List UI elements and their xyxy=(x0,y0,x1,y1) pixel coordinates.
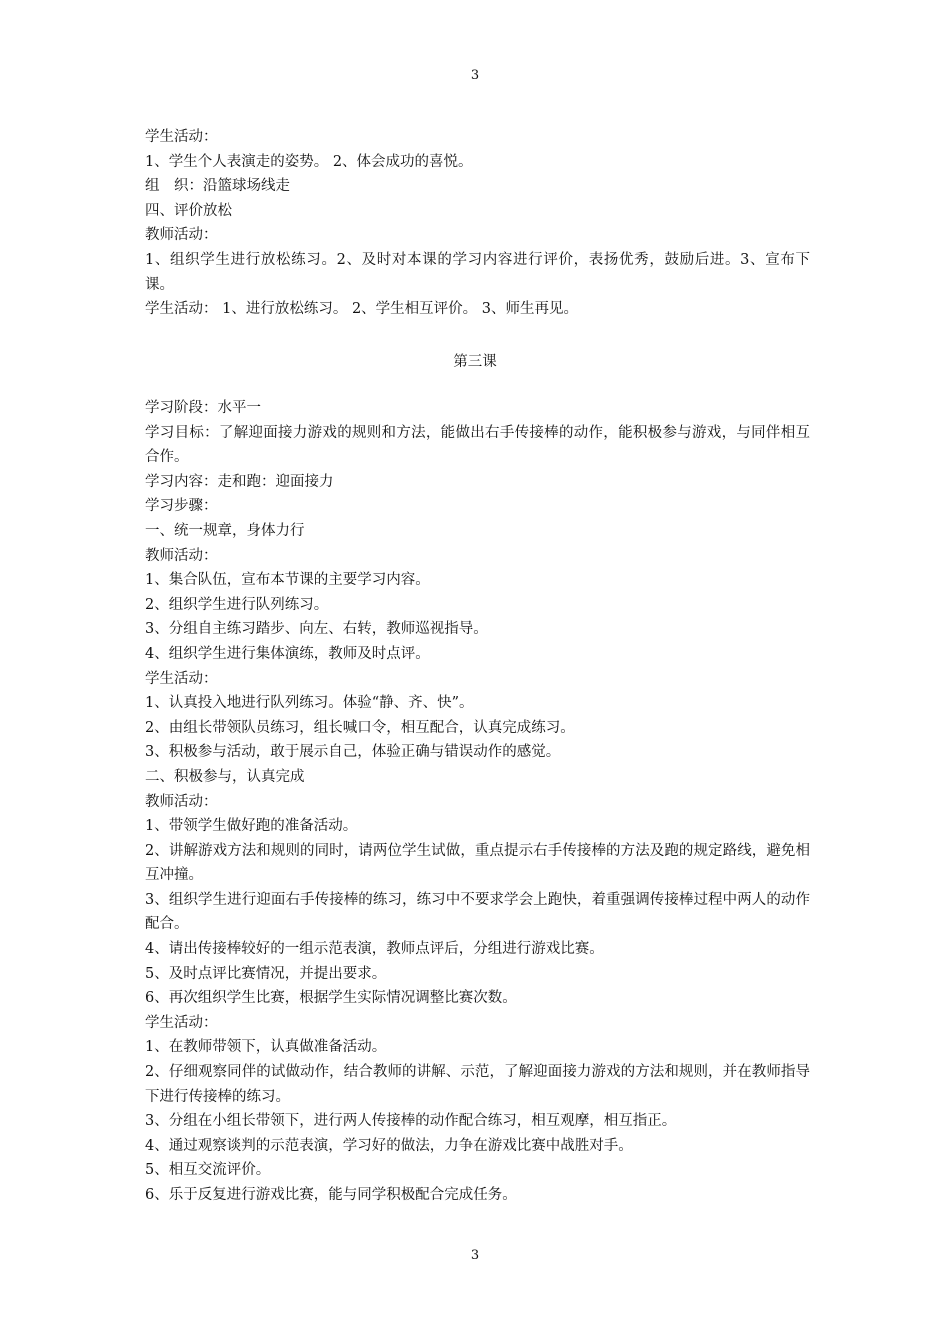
text-line: 3、分组在小组长带领下，进行两人传接棒的动作配合练习，相互观摩，相互指正。 xyxy=(145,1113,677,1130)
text-line: 3、分组自主练习踏步、向左、右转，教师巡视指导。 xyxy=(145,621,488,638)
text-paragraph: 3、组织学生进行迎面右手传接棒的练习，练习中不要求学会上跑快，着重强调传接棒过程中两人的动作配合。 xyxy=(145,891,810,933)
page-number-top: 3 xyxy=(470,68,480,83)
text-line: 5、及时点评比赛情况，并提出要求。 xyxy=(145,965,387,982)
text-line: 学习阶段：水平一 xyxy=(145,400,261,416)
text-line: 3、积极参与活动，敢于展示自己，体验正确与错误动作的感觉。 xyxy=(145,744,561,761)
text-line: 1、集合队伍，宣布本节课的主要学习内容。 xyxy=(145,572,430,589)
text-line: 学生活动： xyxy=(145,129,218,145)
text-line: 学习内容：走和跑：迎面接力 xyxy=(145,473,334,490)
text-line: 5、相互交流评价。 xyxy=(145,1162,271,1179)
page-number-bottom: 3 xyxy=(470,1248,480,1263)
text-line: 教师活动： xyxy=(145,547,218,564)
text-line: 1、学生个人表演走的姿势。 2、体会成功的喜悦。 xyxy=(145,153,473,170)
text-line: 4、请出传接棒较好的一组示范表演，教师点评后，分组进行游戏比赛。 xyxy=(145,941,604,958)
text-line: 4、通过观察谈判的示范表演，学习好的做法，力争在游戏比赛中战胜对手。 xyxy=(145,1137,633,1154)
text-paragraph: 2、仔细观察同伴的试做动作，结合教师的讲解、示范，了解迎面接力游戏的方法和规则，并在教师指导下进行传接棒的练习。 xyxy=(145,1064,810,1105)
text-paragraph: 2、讲解游戏方法和规则的同时，请两位学生试做，重点提示右手传接棒的方法及跑的规定路线，避免相互冲撞。 xyxy=(145,842,810,884)
text-line: 2、组织学生进行队列练习。 xyxy=(145,596,329,613)
text-line: 1、认真投入地进行队列练习。体验“静、齐、快”。 xyxy=(145,695,474,712)
section-lesson-three xyxy=(145,396,810,1208)
text-line: 学生活动： xyxy=(145,1014,218,1031)
text-line: 1、带领学生做好跑的准备活动。 xyxy=(145,818,358,835)
text-line: 6、乐于反复进行游戏比赛，能与同学积极配合完成任务。 xyxy=(145,1187,517,1203)
text-line: 6、再次组织学生比赛，根据学生实际情况调整比赛次数。 xyxy=(145,990,517,1007)
text-paragraph: 学习目标：了解迎面接力游戏的规则和方法，能做出右手传接棒的动作，能积极参与游戏，与同伴相互合作。 xyxy=(145,424,810,466)
text-line: 学生活动： xyxy=(145,670,218,687)
text-paragraph: 1、组织学生进行放松练习。2、及时对本课的学习内容进行评价，表扬优秀，鼓励后进。3、宣布下课。 xyxy=(145,251,810,293)
text-line: 教师活动： xyxy=(145,793,218,810)
section-lesson-end xyxy=(145,125,810,322)
text-line: 4、组织学生进行集体演练，教师及时点评。 xyxy=(145,645,430,662)
text-line: 学生活动： 1、进行放松练习。 2、学生相互评价。 3、师生再见。 xyxy=(145,301,579,318)
text-line: 组 织：沿篮球场线走 xyxy=(145,178,290,195)
text-line: 教师活动： xyxy=(145,227,218,244)
text-line: 四、评价放松 xyxy=(145,202,232,219)
text-line: 1、在教师带领下，认真做准备活动。 xyxy=(145,1039,387,1056)
text-line: 二、积极参与，认真完成 xyxy=(145,768,305,785)
text-line: 学习步骤： xyxy=(145,498,218,515)
text-line: 2、由组长带领队员练习，组长喊口令，相互配合，认真完成练习。 xyxy=(145,719,575,736)
lesson-title: 第三课 xyxy=(453,354,497,370)
text-line: 一、统一规章，身体力行 xyxy=(145,522,305,539)
